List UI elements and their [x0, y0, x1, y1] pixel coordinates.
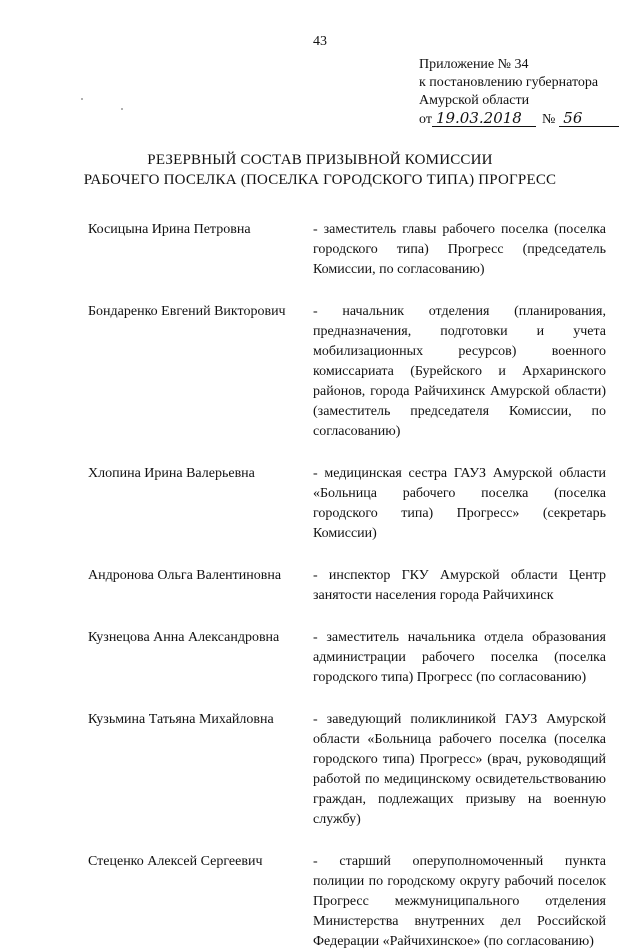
page-number: 43: [313, 34, 327, 49]
handwritten-number: 56: [559, 110, 619, 127]
member-name: Кузьмина Татьяна Михайловна: [88, 712, 274, 727]
document-title: [0, 150, 640, 190]
scan-speck: [81, 98, 83, 100]
member-role: - медицинская сестра ГАУЗ Амурской области «Больница рабочего поселка (поселка городского типа) Прогресс» (секретарь Комиссии): [313, 466, 606, 541]
member-role: - заместитель главы рабочего поселка (поселка городского типа) Прогресс (председатель Комиссии, по согласованию): [313, 222, 606, 277]
member-role: - инспектор ГКУ Амурской области Центр занятости населения города Райчихинск: [313, 568, 606, 603]
member-row: [88, 464, 608, 544]
member-row: [88, 628, 608, 688]
member-row: [88, 852, 608, 952]
member-row: [88, 302, 608, 442]
member-role: - заместитель начальника отдела образования администрации рабочего поселка (поселка городского типа) Прогресс (по согласованию): [313, 630, 606, 685]
member-row: [88, 220, 608, 280]
member-role: - старший оперуполномоченный пункта полиции по городскому округу рабочий поселок Прогресс межмуниципального отделения Министерства внутренних дел Российской Федерации «Райчихинское» (по согласованию): [313, 854, 606, 949]
member-name: Косицына Ирина Петровна: [88, 222, 251, 237]
scan-speck: [121, 108, 123, 110]
annex-block: [419, 56, 619, 129]
member-role: - заведующий поликлиникой ГАУЗ Амурской области «Больница рабочего поселка (поселка городского типа) Прогресс» (врач, руководящий работой по медицинскому освидетельствованию граждан, подлежащих призыву на военную службу): [313, 712, 606, 827]
member-role: - начальник отделения (планирования, предназначения, подготовки и учета мобилизационных ресурсов) военного комиссариата (Бурейского и Архаринского районов, города Райчихинск Амурской области) (заместитель председателя Комиссии, по согласованию): [313, 304, 606, 439]
annex-region: Амурской области: [419, 93, 530, 108]
member-row: [88, 710, 608, 830]
annex-title: Приложение № 34: [419, 57, 529, 72]
member-name: Хлопина Ирина Валерьевна: [88, 466, 255, 481]
annex-date-line: [419, 110, 619, 129]
member-name: Кузнецова Анна Александровна: [88, 630, 280, 645]
member-row: [88, 566, 608, 606]
handwritten-date: 19.03.2018: [432, 110, 536, 127]
title-line-1: РЕЗЕРВНЫЙ СОСТАВ ПРИЗЫВНОЙ КОМИССИИ: [147, 152, 493, 168]
number-prefix: №: [541, 112, 556, 127]
members-list: [88, 220, 608, 952]
title-line-2: РАБОЧЕГО ПОСЕЛКА (ПОСЕЛКА ГОРОДСКОГО ТИПА) ПРОГРЕСС: [83, 172, 557, 188]
member-name: Андронова Ольга Валентиновна: [88, 568, 282, 583]
annex-reference: к постановлению губернатора: [419, 75, 599, 90]
date-prefix: от: [419, 112, 432, 127]
member-name: Стеценко Алексей Сергеевич: [88, 854, 263, 869]
member-name: Бондаренко Евгений Викторович: [88, 304, 286, 319]
